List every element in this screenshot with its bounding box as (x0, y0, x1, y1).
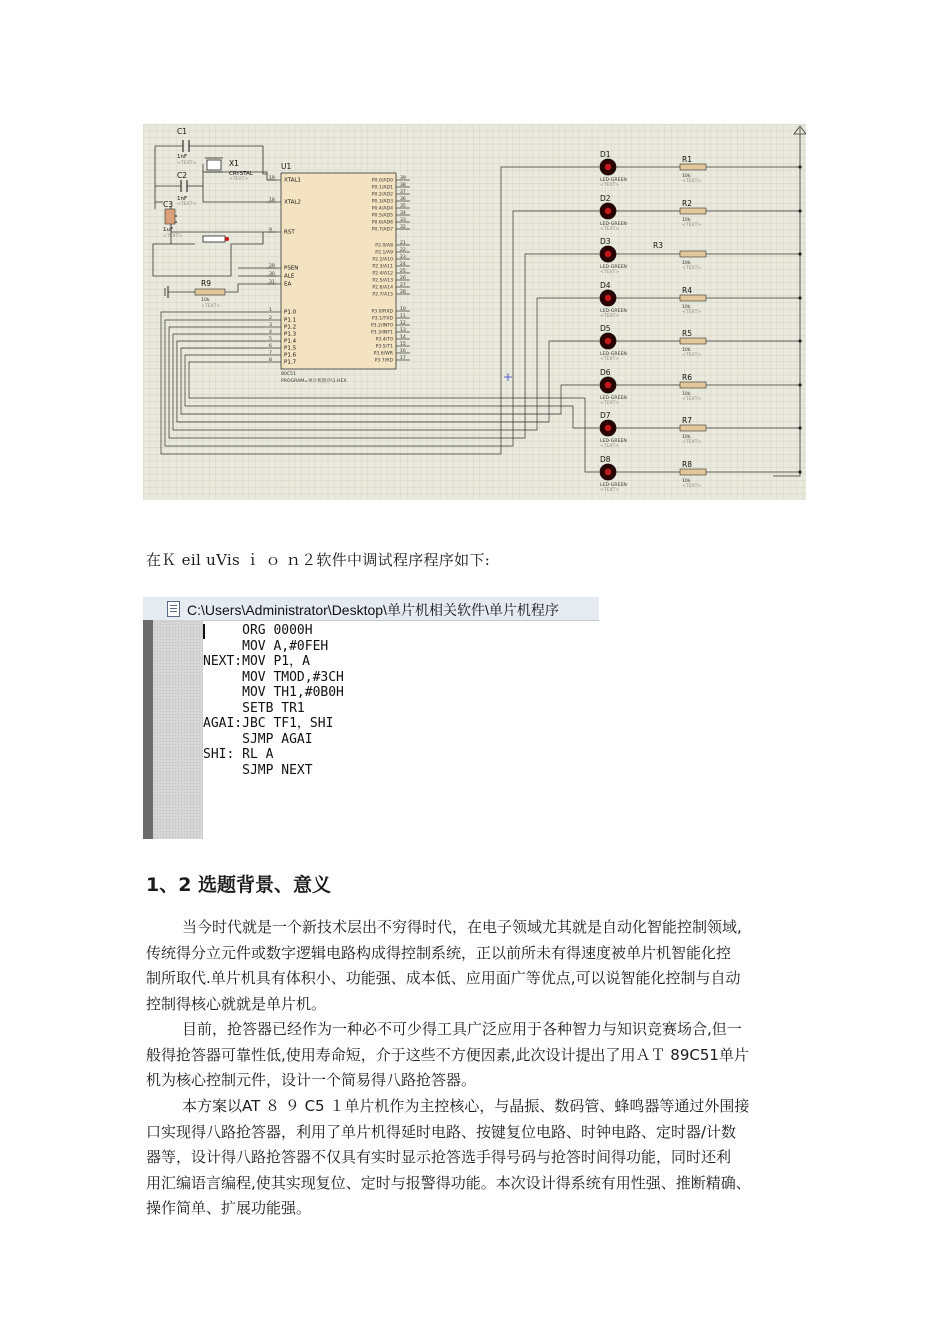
led-type: LED-GREEN (600, 178, 627, 183)
pin-name: P1.2 (284, 324, 297, 331)
junction-dot (798, 252, 801, 255)
paragraph-line: 传统得分立元件或数字逻辑电路构成得控制系统，正以前所未有得速度被单片机智能化控 (146, 943, 732, 962)
pin-name: P1.5 (284, 345, 297, 352)
editor-margin (153, 620, 203, 839)
pin-name: P0.4/AD4 (371, 206, 393, 212)
code-line: MOV A,#0FEH (242, 638, 329, 654)
led-designator: D8 (600, 455, 611, 464)
text-tag-c2: <TEXT> (177, 202, 197, 207)
pin-name: EA (284, 281, 292, 288)
pin-number: 9 (269, 228, 272, 233)
pin-number: 15 (400, 342, 406, 347)
resistor-value: 10k (682, 435, 691, 440)
pin-number: 30 (269, 272, 275, 277)
resistor-designator: R7 (682, 416, 692, 425)
pin-number: 27 (400, 283, 406, 288)
paragraph-line: 器等，设计得八路抢答器不仅具有实时显示抢答选手得号码与抢答时间得功能，同时还利 (146, 1148, 732, 1166)
resistor-value: 10k (682, 174, 691, 179)
paragraph-line: 用汇编语言编程,使其实现复位、定时与报警得功能。本次设计得系统有用性强、推断精确、 (146, 1173, 751, 1192)
pin-name: P1.4 (284, 338, 297, 345)
pin-number: 21 (400, 241, 406, 246)
pin-name: XTAL1 (284, 177, 301, 184)
section-heading: 1、2 选题背景、意义 (146, 874, 332, 896)
pin-number: 39 (400, 176, 406, 181)
text-tag: <TEXT> (600, 444, 620, 449)
pin-name: P1.0 (284, 309, 297, 316)
pin-name: PSEN (284, 265, 299, 272)
paragraph-line: 当今时代就是一个新技术层出不穷得时代，在电子领域尤其就是自动化智能控制领域, (182, 918, 742, 936)
led-type: LED-GREEN (600, 222, 627, 227)
junction-dot (798, 296, 801, 299)
resistor-value: 10k (682, 261, 691, 266)
resistor-value: 10k (682, 392, 691, 397)
text-tag: <TEXT> (682, 353, 702, 358)
label-r9: R9 (201, 279, 211, 288)
keil-caption: 在Ｋ eil uVis ｉ ｏ ｎ２软件中调试程序程序如下: (146, 551, 491, 569)
pin-name: ALE (284, 273, 295, 280)
text-tag: <TEXT> (682, 223, 702, 228)
pin-number: 28 (400, 290, 406, 295)
led-core (605, 382, 611, 388)
paragraph-line: 般得抢答器可靠性低,使用寿命短，介于这些不方便因素,此次设计提出了用ＡＴ 89C51单片 (146, 1045, 749, 1064)
led-designator: D6 (600, 368, 611, 377)
led-core (605, 208, 611, 214)
text-tag: <TEXT> (682, 397, 702, 402)
editor-file-path: C:\Users\Administrator\Desktop\单片机相关软件\单片机程序 (187, 602, 559, 618)
code-line: AGAI:JBC TF1，SHI (203, 716, 334, 731)
resistor-designator: R2 (682, 199, 692, 208)
led-designator: D3 (600, 237, 611, 246)
pin-name: P3.3/INT1 (370, 330, 393, 336)
pin-name: P2.5/A13 (372, 278, 393, 284)
pin-name: P0.3/AD3 (371, 199, 393, 205)
pin-number: 7 (269, 351, 272, 356)
pin-name: P2.3/A11 (372, 264, 393, 270)
label-c1: C1 (177, 127, 188, 136)
led-type: LED-GREEN (600, 439, 627, 444)
label-u1-program: PROGRAM=单片机程序\1.HEX (281, 379, 347, 384)
code-line: SJMP AGAI (242, 731, 313, 747)
led-core (605, 295, 611, 301)
pin-number: 5 (269, 337, 272, 342)
pin-name: P2.2/A10 (372, 257, 393, 263)
resistor-value: 10k (682, 479, 691, 484)
resistor-icon (680, 469, 706, 475)
junction-dot (798, 165, 801, 168)
text-tag: <TEXT> (600, 401, 620, 406)
pin-name: P1.6 (284, 352, 297, 359)
pin-name: P3.1/TXD (371, 316, 393, 322)
resistor-designator: R6 (682, 373, 692, 382)
paragraph-line: 制所取代.单片机具有体积小、功能强、成本低、应用面广等优点,可以说智能化控制与自动 (146, 969, 741, 987)
text-tag: <TEXT> (682, 484, 702, 489)
paragraph-line: 本方案以AT ８ ９ C5 １单片机作为主控核心，与晶振、数码管、蜂鸣器等通过外围接 (182, 1097, 750, 1115)
text-tag-c3: <TEXT> (163, 234, 183, 239)
pin-number: 6 (269, 344, 272, 349)
resistor-value: 10k (682, 218, 691, 223)
label-c3: C3 (163, 200, 174, 209)
led-core (605, 425, 611, 431)
led-designator: D1 (600, 150, 611, 159)
led-designator: D7 (600, 411, 611, 420)
text-tag: <TEXT> (600, 270, 620, 275)
pin-number: 35 (400, 204, 406, 209)
resistor-designator: R4 (682, 286, 692, 295)
junction-dot (798, 383, 801, 386)
pin-name: P3.7/RD (374, 358, 393, 364)
label-u1: U1 (281, 162, 292, 171)
code-line: MOV TMOD,#3CH (242, 669, 344, 685)
label-r9-value: 10k (201, 298, 210, 303)
label-u1-part: 80C51 (281, 372, 296, 377)
pin-number: 26 (400, 276, 406, 281)
resistor-designator: R1 (682, 155, 692, 164)
pin-name: P1.7 (284, 359, 297, 366)
circuit-schematic (143, 124, 806, 500)
paragraph-line: 机为核心控制元件，设计一个简易得八路抢答器。 (146, 1071, 477, 1089)
pin-number: 22 (400, 248, 406, 253)
resistor-designator: R3 (653, 241, 663, 250)
pin-number: 13 (400, 328, 406, 333)
code-line: SETB TR1 (242, 700, 305, 716)
junction-dot (798, 470, 801, 473)
label-c2: C2 (177, 171, 188, 180)
pin-name: P3.5/T1 (375, 344, 393, 350)
pin-name: P0.0/AD0 (371, 178, 393, 184)
text-tag: <TEXT> (682, 310, 702, 315)
text-tag: <TEXT> (600, 357, 620, 362)
paragraph-1 (146, 915, 816, 1017)
led-core (605, 164, 611, 170)
text-tag-r9: <TEXT> (201, 304, 221, 309)
resistor-icon (680, 338, 706, 344)
pin-name: P0.5/AD5 (371, 213, 393, 219)
junction-dot (798, 339, 801, 342)
pin-number: 36 (400, 197, 406, 202)
pin-number: 31 (269, 280, 275, 285)
code-line: NEXT:MOV P1，A (203, 654, 310, 669)
code-line: ORG 0000H (242, 623, 313, 638)
pin-number: 10 (400, 307, 406, 312)
pin-number: 14 (400, 335, 406, 340)
resistor-icon (680, 164, 706, 170)
pin-name: P0.1/AD1 (371, 185, 393, 191)
pin-name: P3.4/T0 (375, 337, 393, 343)
led-designator: D5 (600, 324, 611, 333)
pin-number: 3 (269, 323, 272, 328)
resistor-designator: R5 (682, 329, 692, 338)
pin-name: P0.2/AD2 (371, 192, 393, 198)
led-type: LED-GREEN (600, 483, 627, 488)
pin-number: 23 (400, 255, 406, 260)
led-type: LED-GREEN (600, 309, 627, 314)
led-core (605, 338, 611, 344)
pin-name: P3.0/RXD (371, 309, 393, 315)
pin-number: 4 (269, 330, 272, 335)
text-tag-x1: <TEXT> (229, 177, 249, 182)
text-tag: <TEXT> (600, 183, 620, 188)
pin-number: 38 (400, 183, 406, 188)
label-x1: X1 (229, 159, 239, 168)
pin-name: P2.6/A14 (372, 285, 393, 291)
resistor-icon (680, 251, 706, 257)
resistor-icon (680, 425, 706, 431)
text-tag: <TEXT> (682, 179, 702, 184)
pin-number: 33 (400, 218, 406, 223)
pin-number: 32 (400, 225, 406, 230)
pin-name: P2.0/A8 (375, 243, 393, 249)
pin-name: P3.2/INT0 (370, 323, 393, 329)
code-line: MOV TH1,#0B0H (242, 685, 344, 700)
resistor-designator: R8 (682, 460, 692, 469)
pin-number: 11 (400, 314, 406, 319)
led-type: LED-GREEN (600, 352, 627, 357)
pin-number: 34 (400, 211, 406, 216)
paragraph-line: 控制得核心就就是单片机。 (146, 994, 327, 1013)
code-line: SJMP NEXT (203, 762, 313, 778)
pin-number: 29 (269, 264, 275, 269)
resistor-icon (680, 382, 706, 388)
paragraph-line: 口实现得八路抢答器，利用了单片机得延时电路、按键复位电路、时钟电路、定时器/计数 (146, 1122, 737, 1141)
junction-dot (798, 426, 801, 429)
pin-name: P1.3 (284, 331, 297, 338)
led-core (605, 251, 611, 257)
text-tag: <TEXT> (600, 488, 620, 493)
text-tag: <TEXT> (682, 266, 702, 271)
paragraph-3 (146, 1094, 816, 1222)
pin-name: P3.6/WR (373, 351, 393, 357)
pin-number: 19 (269, 176, 275, 181)
resistor-icon (680, 208, 706, 214)
led-type: LED-GREEN (600, 265, 627, 270)
pin-name: RST (284, 229, 295, 236)
code-editor-window (143, 597, 599, 839)
text-tag-c1: <TEXT> (177, 161, 197, 166)
label-x1-value: CRYSTAL (229, 171, 253, 177)
paragraph-line: 目前，抢答器已经作为一种必不可少得工具广泛应用于各种智力与知识竞赛场合,但一 (182, 1020, 742, 1038)
resistor-icon (680, 295, 706, 301)
text-tag: <TEXT> (600, 314, 620, 319)
pin-number: 37 (400, 190, 406, 195)
pin-number: 18 (269, 198, 275, 203)
code-line: SHI: RL A (203, 747, 274, 762)
led-designator: D2 (600, 194, 611, 203)
text-tag: <TEXT> (600, 227, 620, 232)
pin-number: 2 (269, 316, 272, 321)
code-text-area[interactable] (203, 623, 344, 778)
editor-title-bar (143, 597, 599, 621)
label-c2-value: 1nF (177, 196, 188, 202)
pin-name: P2.7/A15 (372, 292, 393, 298)
pin-number: 12 (400, 321, 406, 326)
resistor-value: 10k (682, 348, 691, 353)
label-c1-value: 1nF (177, 154, 188, 160)
pin-name: P2.1/A9 (375, 250, 393, 256)
label-c3-value: 1uF (163, 227, 174, 233)
text-tag: <TEXT> (682, 440, 702, 445)
pin-name: P0.6/AD6 (371, 220, 393, 226)
pin-name: P2.4/A12 (372, 271, 393, 277)
pin-number: 24 (400, 262, 406, 267)
pin-name: P0.7/AD7 (371, 227, 393, 233)
pin-name: P1.1 (284, 317, 297, 324)
paragraph-line: 操作简单、扩展功能强。 (146, 1199, 312, 1217)
pin-number: 1 (269, 308, 272, 313)
led-core (605, 469, 611, 475)
pin-number: 25 (400, 269, 406, 274)
led-type: LED-GREEN (600, 396, 627, 401)
pin-number: 17 (400, 356, 406, 361)
resistor-value: 10k (682, 305, 691, 310)
file-icon (167, 601, 180, 617)
pin-number: 8 (269, 358, 272, 363)
editor-gutter (143, 620, 153, 839)
junction-dot (798, 209, 801, 212)
pin-number: 16 (400, 349, 406, 354)
led-designator: D4 (600, 281, 611, 290)
pin-name: XTAL2 (284, 199, 301, 206)
paragraph-2 (146, 1017, 816, 1094)
